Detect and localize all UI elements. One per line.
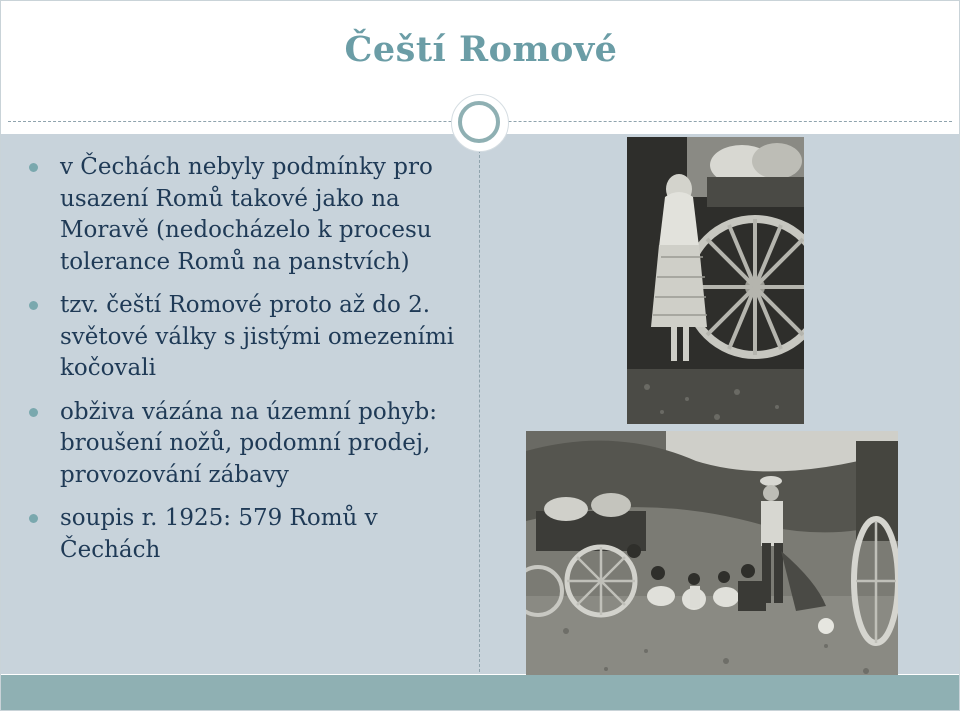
decorative-ring-icon <box>458 101 500 143</box>
photo-woman-with-wagon-illustration <box>627 137 804 424</box>
bullet-text: soupis r. 1925: 579 Romů v Čechách <box>60 505 378 563</box>
bullet-item <box>28 290 468 385</box>
bullet-dot-icon <box>29 408 38 417</box>
bullet-item <box>28 397 468 492</box>
historical-photo-woman-with-wagon <box>627 137 804 424</box>
historical-photo-camp-with-wagons <box>526 431 898 682</box>
bullet-item <box>28 503 468 566</box>
bullet-text: obživa vázána na územní pohyb: broušení nožů, podomní prodej, provozování zábavy <box>60 398 437 488</box>
bullet-text: tzv. čeští Romové proto až do 2. světové války s jistými omezeními kočovali <box>60 292 455 381</box>
column-divider <box>479 140 480 672</box>
bullet-dot-icon <box>29 301 38 310</box>
bullet-dot-icon <box>29 514 38 523</box>
bullet-dot-icon <box>29 163 38 172</box>
photo-camp-illustration <box>526 431 898 682</box>
slide-title: Čeští Romové <box>344 29 618 70</box>
bullet-item <box>28 152 468 278</box>
bullet-list <box>28 152 468 578</box>
footer-bar <box>1 675 959 710</box>
bullet-text: v Čechách nebyly podmínky pro usazení Romů takové jako na Moravě (nedocházelo k procesu tolerance Romů na panstvích) <box>60 154 433 275</box>
